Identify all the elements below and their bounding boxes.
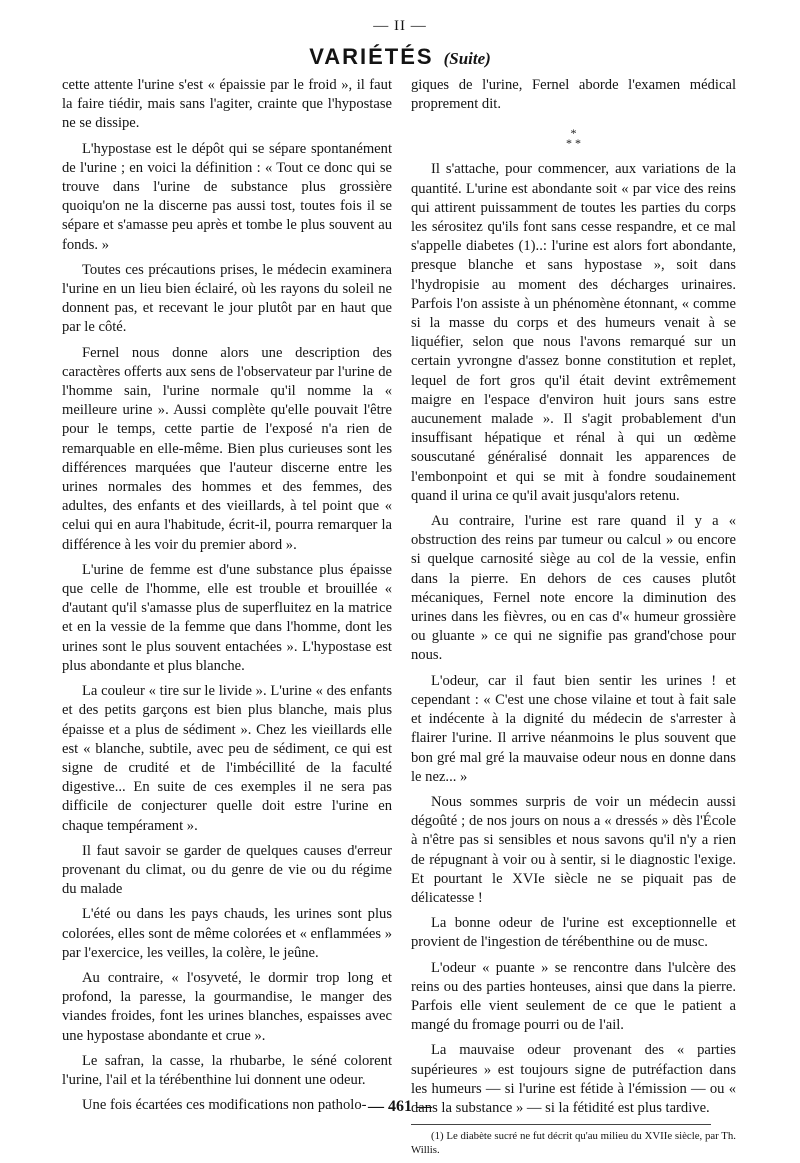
footnote: (1) Le diabète sucré ne fut décrit qu'au milieu du XVIIe siècle, par Th. Willis. bbox=[411, 1130, 736, 1157]
paragraph: L'été ou dans les pays chauds, les urines sont plus colorées, elles sont de même colorées et « enflammées » par l'exercice, les veilles, la colère, le jeûne. bbox=[62, 906, 392, 961]
paragraph: Nous sommes surpris de voir un médecin aussi dégoûté ; de nos jours on nous a « dressés » dès l'École à n'être pas si sensibles et nous savons qu'il n'y a rien de répugnant à voir ou à sentir, si le diagnostic l'exige. Et pourtant le XVIe siècle ne se piquait pas de délicatesse ! bbox=[411, 793, 736, 906]
paragraph: Une fois écartées ces modifications non patholo- bbox=[82, 1097, 367, 1114]
header-subtitle: (Suite) bbox=[443, 49, 491, 68]
paragraph: Il s'attache, pour commencer, aux variations de la quantité. L'urine est abondante soit « par vice des reins qui attirent puissamment de toutes les parties du corps les sérositez qu'ils font sans cesse respandre, et ce mal s'appelle diabetes (1)..: l'urine est alors fort abondante, presque blanche et sans hypostase », soit dans l'hydropisie au moment des décharges urinaires. Parfois l'on assiste à un phénomène étonnant, « comme si la masse du corps et des humeurs venait à se liquéfier, selon que nous l'avons remarqué sur un certain yvrongne d'assez bonne constitution et replet, lequel de fort gros qu'il était devint extrêmement maigre en l'espace d'environ huit jours sans estre aucunement malade ». Il s'agit probablement d'un insuffisant hépatique et rénal à qui un œdème souscutané généralisé donnait les apparences de l'embonpoint et qui se mit à fondre soudainement quand il urina ce qu'il avait jusqu'alors retenu. bbox=[411, 161, 736, 504]
left-column bbox=[62, 76, 392, 1121]
paragraph: cette attente l'urine s'est « épaissie par le froid », il faut la faire tiédir, mais sans l'agiter, crainte que l'hypostase ne se dissipe. bbox=[62, 77, 392, 132]
asterism-top: * bbox=[570, 126, 577, 141]
paragraph: La mauvaise odeur provenant des « parties supérieures » est toujours signe de putréfaction dans les humeurs — si l'urine est fétide à l'émission — ou « dans la substance » — si la fétidité est plus tardive. bbox=[411, 1042, 736, 1116]
paragraph: L'hypostase est le dépôt qui se sépare spontanément de l'urine ; en voici la définition : « Tout ce donc qui se trouve dans l'urine de substance plus grossière quoiqu'on ne la discerne pas aussi tost, toutes fois il se sépare et s'amasse peu après et tombe le plus souvent au fonds. » bbox=[62, 140, 392, 253]
paragraph: Il faut savoir se garder de quelques causes d'erreur provenant du climat, ou du genre de vie ou du régime du malade bbox=[62, 842, 392, 898]
page-number: — 461 — bbox=[368, 1098, 432, 1115]
paragraph: L'odeur, car il faut bien sentir les urines ! et cependant : « C'est une chose vilaine et tout à fait sale et indécente à la dignité du médecin de s'arrester à flairer l'urine. Il arrive néanmoins le plus souvent que bon gré mal gré la mauvaise odeur nous en donne dans le nez... » bbox=[411, 672, 736, 785]
paragraph-continued: giques de l'urine, Fernel aborde l'examen médical proprement dit. bbox=[411, 77, 736, 113]
paragraph: L'odeur « puante » se rencontre dans l'ulcère des reins ou des parties honteuses, ainsi que dans la pierre. Parfois elle vient seulement de ce que le patient a mangé du fromage pourri ou de l'ail. bbox=[411, 959, 736, 1034]
paragraph: Fernel nous donne alors une description des caractères offerts aux sens de l'observateur par l'urine de l'homme sain, l'urine normale qu'il nomme la « meilleure urine ». Aussi complète qu'elle pouvait l'être pour le temps, cette partie de l'exposé n'a rien de remarquable en elle-même. Bien plus curieuses sont les différences marquées que l'auteur discerne entre les urines normales des hommes et des femmes, des adultes, des enfants et des vieillards, à tel point que « celui qui en aura l'habitude, écrit-il, pourra remarquer la différence à les voir du premier abord ». bbox=[62, 344, 392, 553]
paragraph: Toutes ces précautions prises, le médecin examinera l'urine en un lieu bien éclairé, où les rayons du soleil ne donnent pas, et recevant le jour plutôt par en haut que par le côté. bbox=[62, 261, 392, 336]
top-folio: — II — bbox=[373, 18, 427, 34]
paragraph: La bonne odeur de l'urine est exceptionnelle et provient de l'ingestion de térébenthine ou de musc. bbox=[411, 915, 736, 951]
section-separator-asterism bbox=[411, 126, 736, 151]
running-header bbox=[0, 44, 800, 70]
paragraph: L'urine de femme est d'une substance plus épaisse que celle de l'homme, elle est trouble et brouillée « d'autant qu'il s'amasse plus de superfluitez en la matrice et en la vessie de la femme que dans l'homme, dont les urines sont le plus souvent entachées ». L'hypostase est plus abondante et plus blanche. bbox=[62, 561, 392, 674]
right-column bbox=[411, 76, 736, 1163]
paragraph: Le safran, la casse, la rhubarbe, le séné colorent l'urine, l'ail et la térébenthine lui donnent une odeur. bbox=[62, 1052, 392, 1088]
footnote-divider bbox=[411, 1124, 711, 1125]
paragraph: Au contraire, l'urine est rare quand il y a « obstruction des reins par tumeur ou calcul » ou encore si quelque carnosité siège au col de la vessie, enfin dans la pierre. En dehors de ces causes plutôt mécaniques, Fernel note encore la diminution des urines dans les fièvres, ou en cas d'« humeur grossière ou gluante » ce qui ne signifie pas grand'chose pour nous. bbox=[411, 513, 736, 664]
asterism-bottom: * * bbox=[566, 136, 581, 151]
paragraph: La couleur « tire sur le livide ». L'urine « des enfants et des petits garçons est bien plus blanche, mais plus épaisse et a plus de sédiment ». Chez les vieillards elle est « blanche, subtile, avec peu de sédiment, ce qui est signe de crudité et de l'imbécillité de la faculté digestive... En suite de ces exemples il ne sera pas difficile de conjecturer quelle doit estre l'urine en chaque tempérament ». bbox=[62, 683, 392, 834]
paragraph: Au contraire, « l'osyveté, le dormir trop long et profond, la paresse, la gourmandise, le manger des viandes froides, font les urines blanches, espaisses avec une hypostase abondante et crue ». bbox=[62, 969, 392, 1044]
header-title: VARIÉTÉS bbox=[309, 44, 434, 69]
